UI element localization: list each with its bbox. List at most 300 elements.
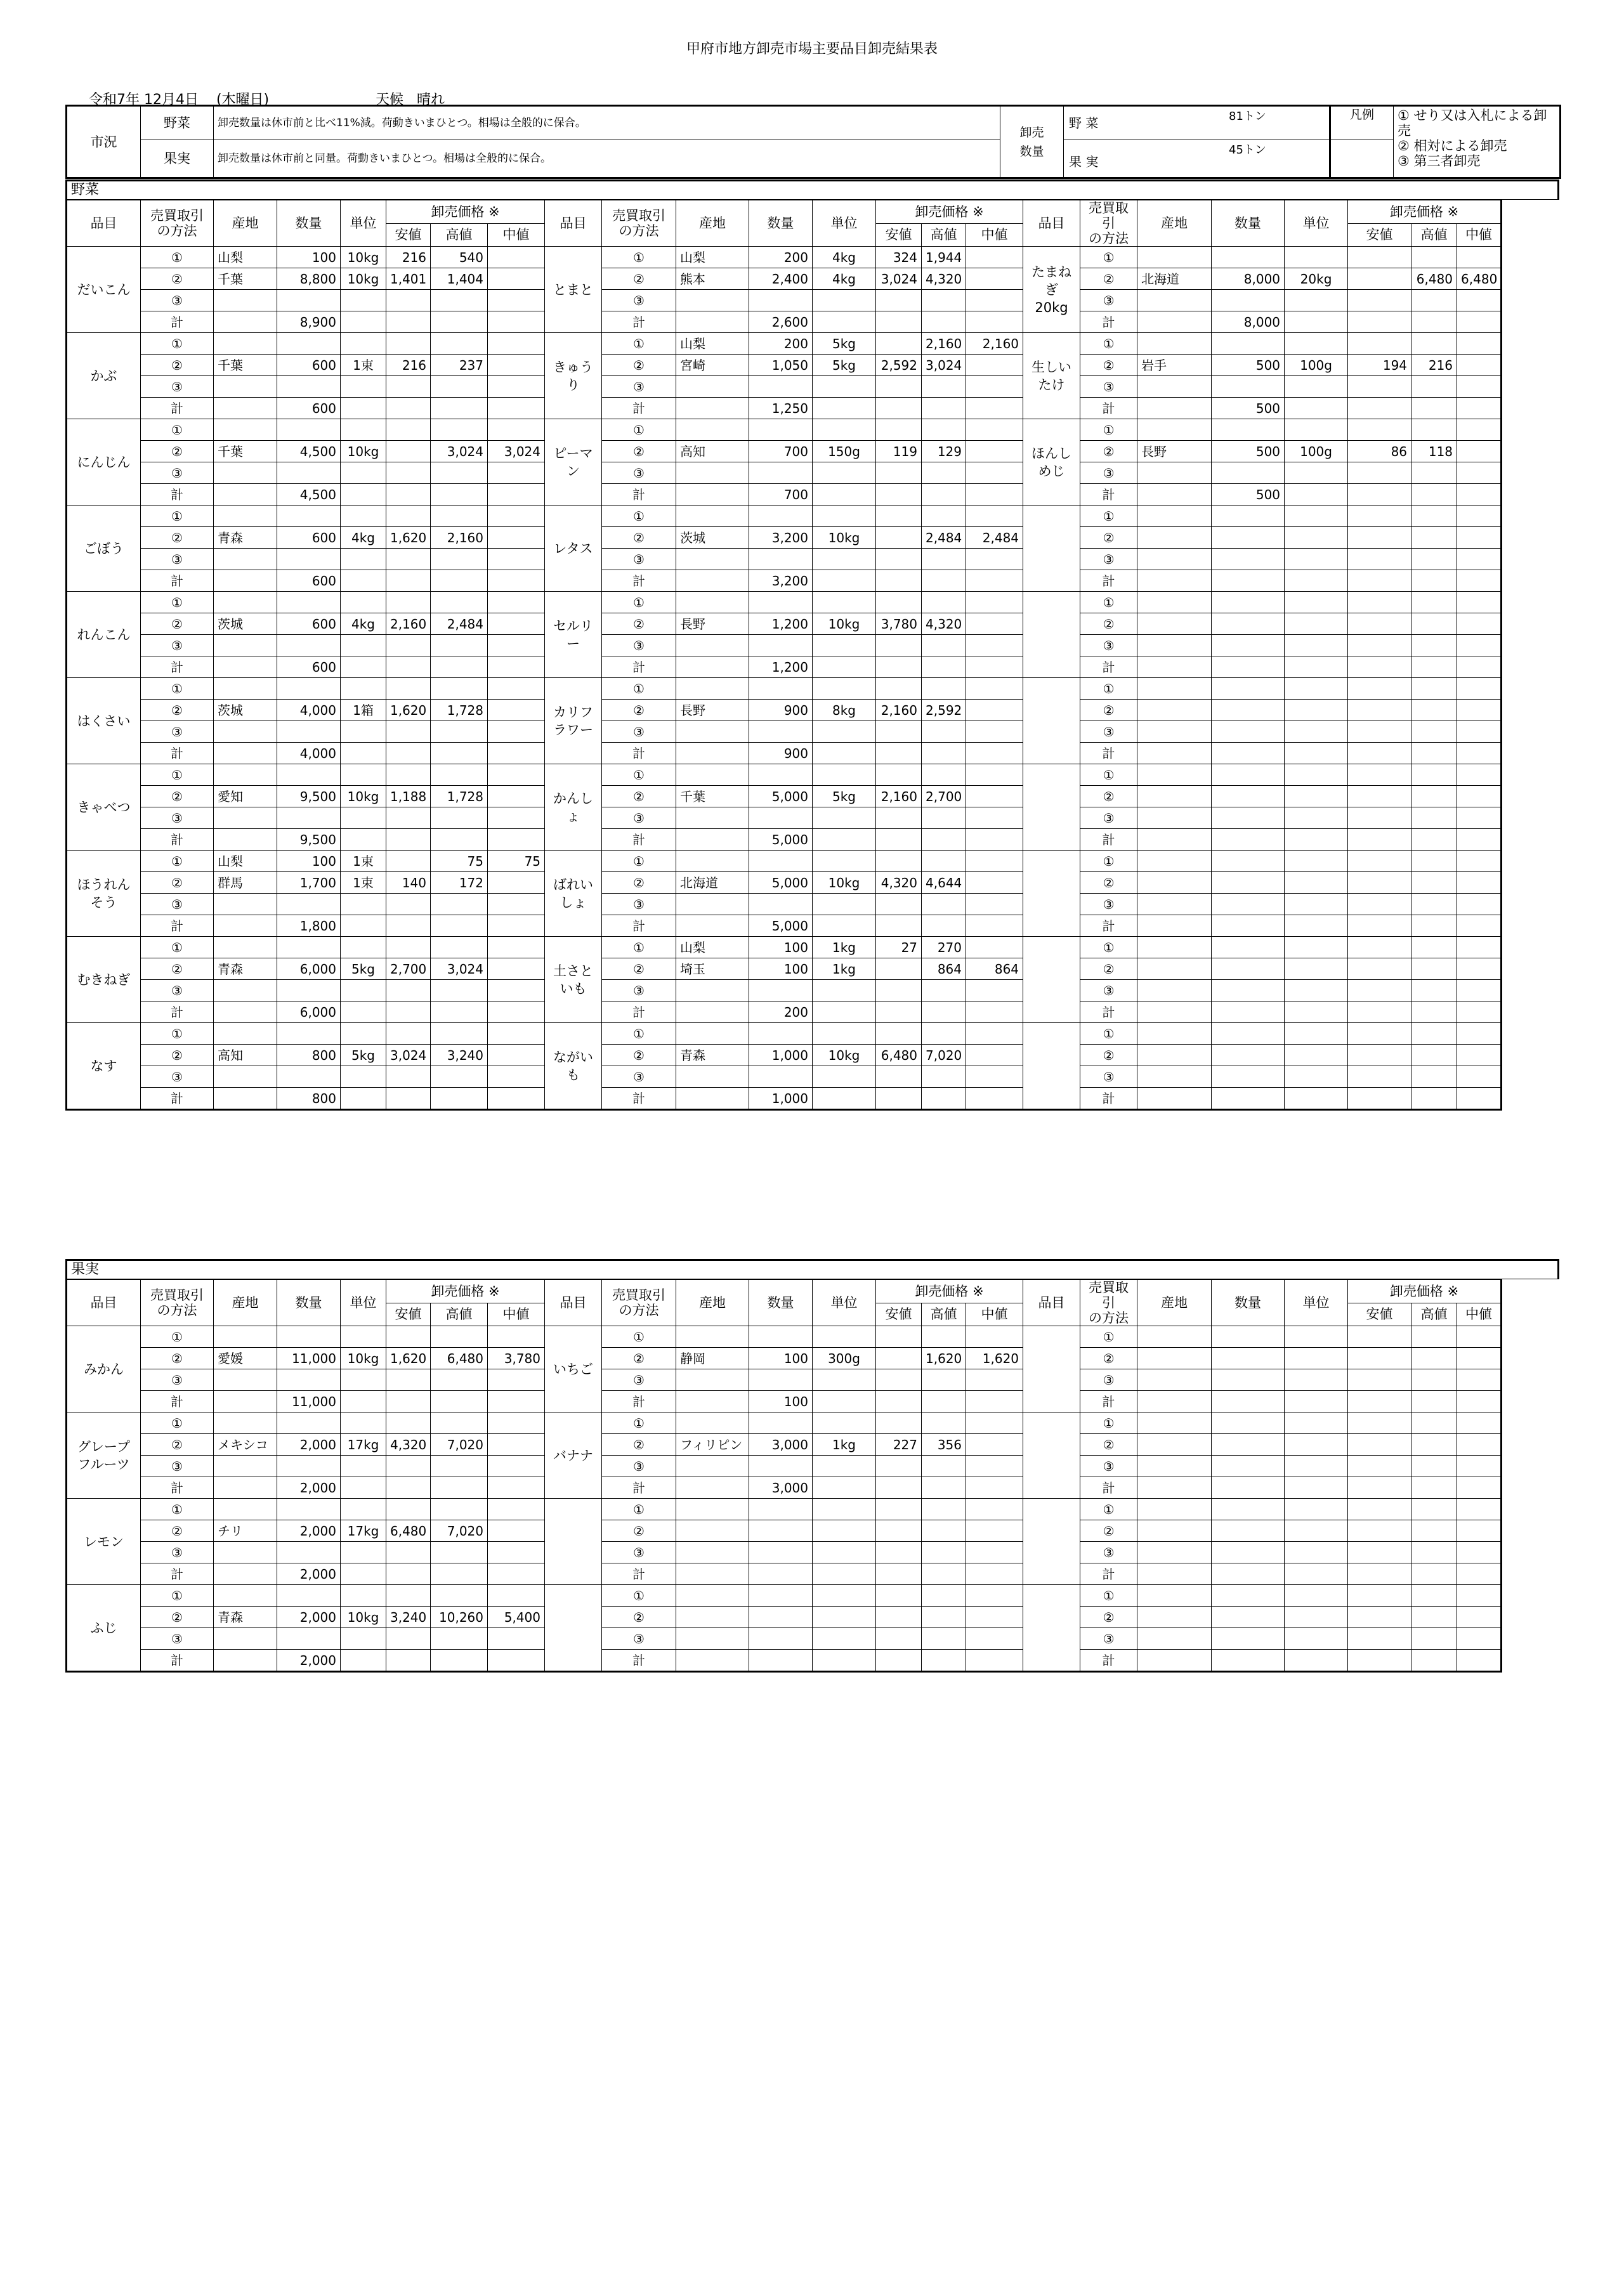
mid-price-cell <box>1457 958 1502 980</box>
header-quantity: 数量 <box>749 200 813 247</box>
method-cell: ① <box>1080 678 1137 700</box>
quantity-cell <box>1212 592 1285 613</box>
origin-cell: メキシコ <box>214 1434 277 1456</box>
mid-price-cell <box>1457 1066 1502 1088</box>
origin-cell <box>214 398 277 419</box>
quantity-cell: 4,500 <box>277 484 341 506</box>
quantity-cell <box>1212 376 1285 398</box>
market-veg-label: 野菜 <box>141 106 214 140</box>
table-row <box>67 1456 1624 1477</box>
quantity-cell <box>277 764 341 786</box>
quantity-cell <box>1212 1066 1285 1088</box>
table-row <box>67 743 1624 764</box>
unit-cell <box>341 592 386 613</box>
unit-cell: 4kg <box>813 268 876 290</box>
low-price-cell <box>876 1542 922 1563</box>
high-price-cell: 2,592 <box>922 700 966 721</box>
high-price-cell <box>431 1650 488 1672</box>
low-price-cell: 86 <box>1348 441 1411 462</box>
table-row <box>67 549 1624 570</box>
method-cell: ③ <box>141 980 214 1001</box>
high-price-cell <box>431 333 488 355</box>
high-price-cell <box>431 980 488 1001</box>
quantity-cell <box>1212 1607 1285 1628</box>
quantity-cell <box>1212 549 1285 570</box>
legend-item-2: ② 相対による卸売 <box>1398 138 1507 153</box>
mid-price-cell <box>1457 592 1502 613</box>
low-price-cell <box>386 506 431 527</box>
quantity-cell: 8,000 <box>1212 268 1285 290</box>
high-price-cell <box>1411 527 1457 549</box>
unit-cell <box>813 980 876 1001</box>
mid-price-cell <box>966 700 1023 721</box>
origin-cell <box>1137 484 1212 506</box>
mid-price-cell <box>966 1607 1023 1628</box>
table-row <box>67 1585 1624 1607</box>
header-wholesale-price: 卸売価格 ※ <box>876 1280 1023 1303</box>
vegetables-section <box>65 179 1559 1111</box>
origin-cell <box>214 807 277 829</box>
method-cell: ② <box>602 786 676 807</box>
high-price-cell <box>1411 635 1457 656</box>
unit-cell: 1kg <box>813 1434 876 1456</box>
header-item: 品目 <box>67 200 141 247</box>
high-price-cell <box>922 1563 966 1585</box>
high-price-cell <box>922 851 966 872</box>
mid-price-cell <box>966 290 1023 311</box>
mid-price-cell <box>1457 549 1502 570</box>
quantity-cell <box>277 1066 341 1088</box>
low-price-cell: 2,160 <box>876 700 922 721</box>
mid-price-cell <box>1457 1045 1502 1066</box>
low-price-cell <box>386 851 431 872</box>
mid-price-cell <box>1457 462 1502 484</box>
low-price-cell <box>876 527 922 549</box>
quantity-cell <box>1212 700 1285 721</box>
market-fruit-text: 卸売数量は休市前と同量。荷動きいまひとつ。相場は全般的に保合。 <box>214 140 1000 178</box>
mid-price-cell <box>966 894 1023 915</box>
mid-price-cell <box>966 1477 1023 1499</box>
quantity-cell: 2,000 <box>277 1650 341 1672</box>
mid-price-cell: 3,780 <box>488 1348 545 1369</box>
quantity-cell <box>1212 1650 1285 1672</box>
quantity-cell: 200 <box>749 247 813 268</box>
mid-price-cell <box>488 484 545 506</box>
unit-cell <box>813 807 876 829</box>
origin-cell <box>1137 1066 1212 1088</box>
low-price-cell <box>876 1628 922 1650</box>
mid-price-cell <box>488 1066 545 1088</box>
high-price-cell <box>922 1542 966 1563</box>
method-cell: ① <box>141 937 214 958</box>
quantity-cell: 1,800 <box>277 915 341 937</box>
unit-cell <box>813 1088 876 1110</box>
high-price-cell <box>431 829 488 851</box>
high-price-cell <box>431 1001 488 1023</box>
quantity-cell: 2,000 <box>277 1434 341 1456</box>
origin-cell <box>676 570 749 592</box>
method-cell: ① <box>1080 1499 1137 1520</box>
mid-price-cell: 6,480 <box>1457 268 1502 290</box>
high-price-cell <box>1411 1607 1457 1628</box>
market-veg-text: 卸売数量は休市前と比べ11%減。荷動きいまひとつ。相場は全般的に保合。 <box>214 106 1000 140</box>
unit-cell: 1束 <box>341 872 386 894</box>
item-name <box>1023 1326 1080 1412</box>
origin-cell <box>214 915 277 937</box>
mid-price-cell <box>488 592 545 613</box>
method-cell: 計 <box>602 1088 676 1110</box>
low-price-cell <box>386 764 431 786</box>
quantity-cell <box>749 807 813 829</box>
high-price-cell: 4,320 <box>922 613 966 635</box>
method-cell: ③ <box>602 1628 676 1650</box>
item-name: むきねぎ <box>67 937 141 1023</box>
mid-price-cell <box>488 829 545 851</box>
unit-cell: 10kg <box>341 786 386 807</box>
mid-price-cell <box>1457 290 1502 311</box>
quantity-cell <box>1212 872 1285 894</box>
table-row <box>67 333 1624 355</box>
high-price-cell <box>922 1412 966 1434</box>
low-price-cell <box>876 743 922 764</box>
header-item: 品目 <box>1023 200 1080 247</box>
low-price-cell <box>386 894 431 915</box>
unit-cell <box>1285 1088 1348 1110</box>
mid-price-cell <box>1457 1650 1502 1672</box>
high-price-cell <box>1411 764 1457 786</box>
origin-cell <box>214 678 277 700</box>
header-unit: 単位 <box>813 1280 876 1326</box>
unit-cell <box>813 1391 876 1412</box>
quantity-cell: 3,200 <box>749 527 813 549</box>
quantity-cell: 1,200 <box>749 656 813 678</box>
method-cell: ① <box>141 592 214 613</box>
high-price-cell <box>431 1088 488 1110</box>
low-price-cell <box>1348 398 1411 419</box>
high-price-cell <box>1411 549 1457 570</box>
method-cell: 計 <box>1080 1650 1137 1672</box>
page-title: 甲府市地方卸売市場主要品目卸売結果表 <box>686 41 938 57</box>
quantity-cell: 5,000 <box>749 786 813 807</box>
unit-cell <box>813 915 876 937</box>
header-method: 売買取引 の方法 <box>1080 1280 1137 1326</box>
mid-price-cell <box>488 656 545 678</box>
low-price-cell <box>386 807 431 829</box>
quantity-cell: 1,200 <box>749 613 813 635</box>
method-cell: ① <box>602 678 676 700</box>
origin-cell <box>676 1412 749 1434</box>
origin-cell <box>676 1607 749 1628</box>
quantity-cell <box>1212 247 1285 268</box>
low-price-cell <box>876 851 922 872</box>
item-name: 土さといも <box>545 937 602 1023</box>
unit-cell <box>813 1650 876 1672</box>
mid-price-cell <box>966 570 1023 592</box>
quantity-cell: 100 <box>749 1391 813 1412</box>
unit-cell <box>1285 570 1348 592</box>
quantity-cell <box>1212 829 1285 851</box>
origin-cell <box>1137 764 1212 786</box>
origin-cell <box>214 1542 277 1563</box>
unit-cell <box>341 549 386 570</box>
high-price-cell <box>1411 1585 1457 1607</box>
mid-price-cell <box>966 592 1023 613</box>
weekday: (木曜日) <box>216 92 270 108</box>
method-cell: ① <box>141 764 214 786</box>
table-row <box>67 764 1624 786</box>
high-price-cell <box>922 1456 966 1477</box>
mid-price-cell <box>488 527 545 549</box>
origin-cell <box>676 1520 749 1542</box>
origin-cell <box>676 506 749 527</box>
unit-cell <box>1285 980 1348 1001</box>
low-price-cell <box>876 1607 922 1628</box>
unit-cell: 10kg <box>341 1607 386 1628</box>
unit-cell <box>1285 764 1348 786</box>
origin-cell <box>1137 549 1212 570</box>
origin-cell <box>214 829 277 851</box>
quantity-cell <box>277 894 341 915</box>
method-cell: ② <box>141 786 214 807</box>
table-row <box>67 441 1624 462</box>
unit-cell: 10kg <box>813 1045 876 1066</box>
low-price-cell <box>1348 333 1411 355</box>
unit-cell: 1kg <box>813 958 876 980</box>
header-price-low: 安値 <box>1348 1303 1411 1326</box>
quantity-cell: 5,000 <box>749 872 813 894</box>
unit-cell <box>1285 915 1348 937</box>
mid-price-cell <box>488 333 545 355</box>
low-price-cell <box>386 592 431 613</box>
origin-cell <box>1137 311 1212 333</box>
table-row <box>67 829 1624 851</box>
method-cell: ② <box>1080 1434 1137 1456</box>
unit-cell <box>813 656 876 678</box>
mid-price-cell <box>488 419 545 441</box>
table-row <box>67 1542 1624 1563</box>
method-cell: ② <box>1080 613 1137 635</box>
quantity-cell: 1,000 <box>749 1045 813 1066</box>
high-price-cell <box>1411 1088 1457 1110</box>
origin-cell: 高知 <box>214 1045 277 1066</box>
origin-cell: 山梨 <box>676 333 749 355</box>
table-row <box>67 1477 1624 1499</box>
header-price-low: 安値 <box>386 1303 431 1326</box>
mid-price-cell <box>488 700 545 721</box>
mid-price-cell <box>966 872 1023 894</box>
unit-cell <box>1285 894 1348 915</box>
table-row <box>67 1369 1624 1391</box>
high-price-cell <box>922 1001 966 1023</box>
item-name <box>1023 1412 1080 1499</box>
unit-cell: 150g <box>813 441 876 462</box>
unit-cell <box>341 333 386 355</box>
low-price-cell <box>876 398 922 419</box>
method-cell: ① <box>141 506 214 527</box>
unit-cell: 10kg <box>341 441 386 462</box>
header-origin: 産地 <box>676 1280 749 1326</box>
quantity-cell: 2,000 <box>277 1520 341 1542</box>
unit-cell <box>1285 656 1348 678</box>
quantity-cell <box>277 1456 341 1477</box>
unit-cell: 1束 <box>341 851 386 872</box>
low-price-cell <box>876 1348 922 1369</box>
quantity-cell: 2,000 <box>277 1607 341 1628</box>
method-cell: 計 <box>602 1001 676 1023</box>
origin-cell <box>676 398 749 419</box>
high-price-cell: 4,644 <box>922 872 966 894</box>
low-price-cell <box>386 829 431 851</box>
table-row <box>67 915 1624 937</box>
origin-cell <box>214 937 277 958</box>
low-price-cell <box>1348 786 1411 807</box>
origin-cell: 千葉 <box>214 268 277 290</box>
origin-cell: 岩手 <box>1137 355 1212 376</box>
method-cell: ③ <box>1080 1456 1137 1477</box>
mid-price-cell <box>1457 1477 1502 1499</box>
high-price-cell <box>431 1066 488 1088</box>
origin-cell <box>1137 656 1212 678</box>
unit-cell <box>1285 462 1348 484</box>
quantity-cell: 600 <box>277 355 341 376</box>
unit-cell <box>813 1520 876 1542</box>
item-name <box>1023 1585 1080 1672</box>
origin-cell <box>214 506 277 527</box>
method-cell: ③ <box>141 1066 214 1088</box>
low-price-cell <box>1348 1326 1411 1348</box>
mid-price-cell <box>488 678 545 700</box>
mid-price-cell <box>966 1412 1023 1434</box>
low-price-cell: 1,188 <box>386 786 431 807</box>
high-price-cell <box>1411 915 1457 937</box>
low-price-cell <box>386 1585 431 1607</box>
high-price-cell <box>1411 1001 1457 1023</box>
mid-price-cell <box>1457 829 1502 851</box>
high-price-cell: 6,480 <box>431 1348 488 1369</box>
high-price-cell <box>922 398 966 419</box>
unit-cell: 8kg <box>813 700 876 721</box>
mid-price-cell <box>1457 786 1502 807</box>
high-price-cell: 2,484 <box>431 613 488 635</box>
quantity-cell: 1,250 <box>749 398 813 419</box>
method-cell: 計 <box>1080 311 1137 333</box>
low-price-cell <box>1348 1391 1411 1412</box>
low-price-cell <box>876 484 922 506</box>
origin-cell <box>1137 506 1212 527</box>
origin-cell <box>676 1456 749 1477</box>
mid-price-cell <box>966 786 1023 807</box>
legend-item-3: ③ 第三者卸売 <box>1398 153 1481 169</box>
unit-cell <box>1285 506 1348 527</box>
method-cell: 計 <box>141 1563 214 1585</box>
unit-cell <box>1285 1456 1348 1477</box>
quantity-cell <box>749 1023 813 1045</box>
quantity-cell <box>1212 1585 1285 1607</box>
method-cell: ① <box>1080 937 1137 958</box>
unit-cell <box>813 1412 876 1434</box>
origin-cell <box>676 721 749 743</box>
item-name: バナナ <box>545 1412 602 1499</box>
mid-price-cell <box>966 851 1023 872</box>
method-cell: 計 <box>1080 915 1137 937</box>
unit-cell <box>1285 1520 1348 1542</box>
mid-price-cell <box>1457 1607 1502 1628</box>
method-cell: ② <box>602 872 676 894</box>
origin-cell <box>1137 398 1212 419</box>
origin-cell <box>1137 592 1212 613</box>
quantity-cell <box>1212 570 1285 592</box>
high-price-cell <box>1411 786 1457 807</box>
header-price-low: 安値 <box>386 223 431 247</box>
method-cell: 計 <box>1080 1477 1137 1499</box>
quantity-cell: 4,500 <box>277 441 341 462</box>
method-cell: ③ <box>1080 462 1137 484</box>
item-name: みかん <box>67 1326 141 1412</box>
origin-cell <box>1137 807 1212 829</box>
method-cell: ③ <box>602 721 676 743</box>
origin-cell: 群馬 <box>214 872 277 894</box>
unit-cell <box>813 1628 876 1650</box>
high-price-cell <box>1411 311 1457 333</box>
quantity-cell: 1,000 <box>749 1088 813 1110</box>
high-price-cell: 75 <box>431 851 488 872</box>
low-price-cell <box>386 1088 431 1110</box>
origin-cell: 山梨 <box>676 247 749 268</box>
origin-cell <box>676 484 749 506</box>
quantity-cell <box>1212 721 1285 743</box>
mid-price-cell <box>966 1499 1023 1520</box>
unit-cell <box>1285 1045 1348 1066</box>
quantity-cell <box>1212 980 1285 1001</box>
origin-cell: 茨城 <box>214 700 277 721</box>
mid-price-cell <box>488 311 545 333</box>
high-price-cell <box>922 484 966 506</box>
mid-price-cell <box>966 441 1023 462</box>
vegetables-section-label: 野菜 <box>65 179 1559 200</box>
method-cell: ③ <box>141 290 214 311</box>
unit-cell <box>1285 1499 1348 1520</box>
method-cell: 計 <box>1080 1563 1137 1585</box>
low-price-cell: 2,160 <box>876 786 922 807</box>
unit-cell <box>813 1477 876 1499</box>
origin-cell <box>1137 937 1212 958</box>
unit-cell <box>341 484 386 506</box>
unit-cell <box>1285 635 1348 656</box>
origin-cell <box>1137 980 1212 1001</box>
high-price-cell <box>431 894 488 915</box>
unit-cell <box>1285 872 1348 894</box>
header-price-high: 高値 <box>431 1303 488 1326</box>
method-cell: ③ <box>602 980 676 1001</box>
mid-price-cell <box>966 462 1023 484</box>
quantity-cell <box>749 376 813 398</box>
high-price-cell <box>922 1607 966 1628</box>
quantity-cell: 2,400 <box>749 268 813 290</box>
quantity-cell: 700 <box>749 441 813 462</box>
low-price-cell: 6,480 <box>876 1045 922 1066</box>
item-name: ながいも <box>545 1023 602 1110</box>
low-price-cell <box>876 333 922 355</box>
mid-price-cell <box>1457 355 1502 376</box>
low-price-cell <box>1348 1650 1411 1672</box>
quantity-cell <box>1212 743 1285 764</box>
mid-price-cell: 1,620 <box>966 1348 1023 1369</box>
method-cell: ③ <box>1080 807 1137 829</box>
origin-cell: 長野 <box>676 613 749 635</box>
mid-price-cell <box>488 613 545 635</box>
high-price-cell: 3,240 <box>431 1045 488 1066</box>
method-cell: ③ <box>141 807 214 829</box>
